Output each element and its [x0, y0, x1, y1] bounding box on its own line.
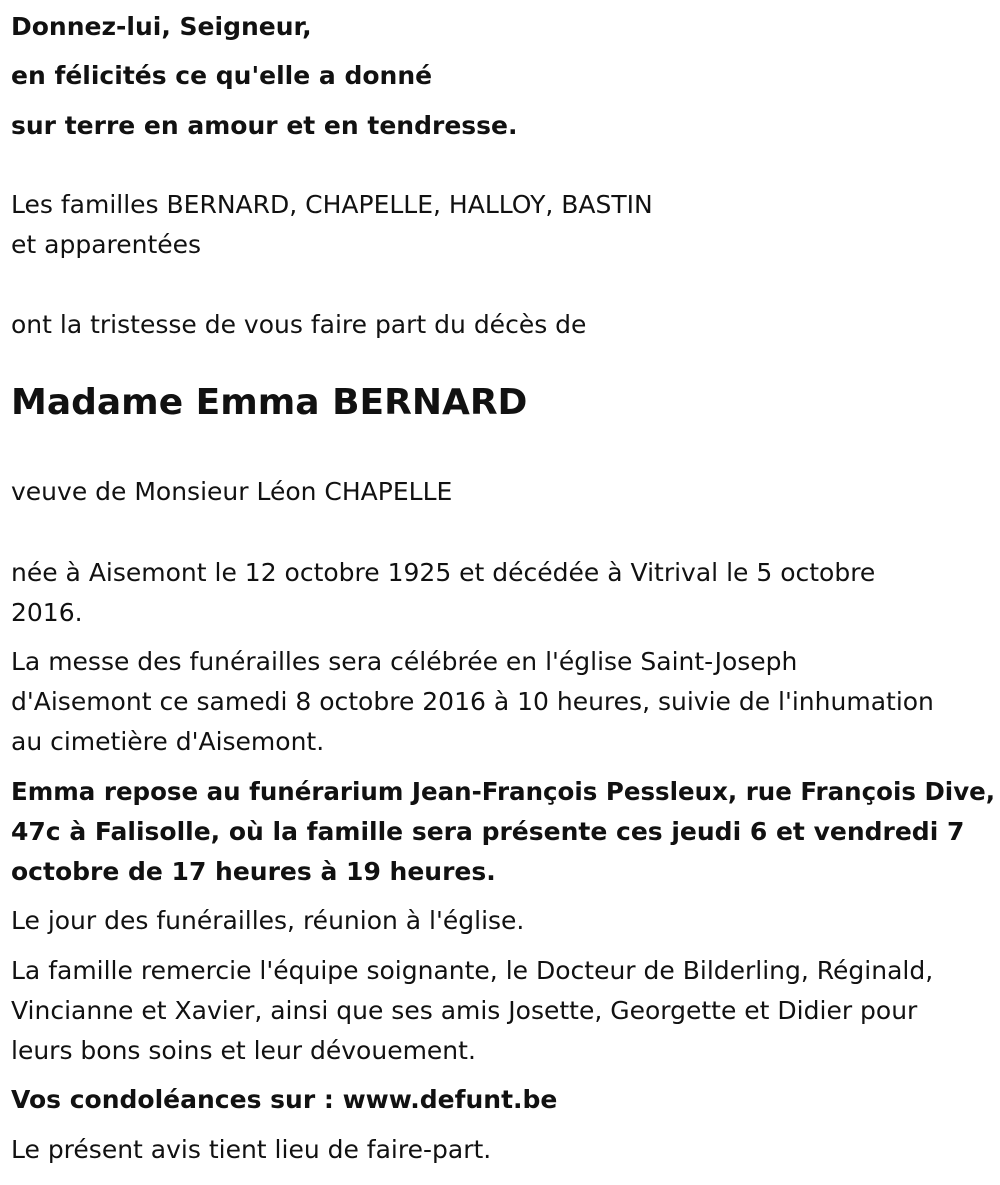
announcement-text: ont la tristesse de vous faire part du décès de — [11, 310, 587, 339]
thanks-line-1: La famille remercie l'équipe soignante, le Docteur de Bilderling, Réginald, — [11, 956, 934, 985]
thanks-line-2: Vincianne et Xavier, ainsi que ses amis Josette, Georgette et Didier pour — [11, 996, 918, 1025]
funerarium-line-1: Emma repose au funérarium Jean-François Pessleux, rue François Dive, — [11, 777, 996, 806]
widow-of-text: veuve de Monsieur Léon CHAPELLE — [11, 477, 453, 506]
families-line-1: Les familles BERNARD, CHAPELLE, HALLOY, BASTIN — [11, 190, 653, 219]
verse-line-3: sur terre en amour et en tendresse. — [11, 111, 518, 140]
families-line-2: et apparentées — [11, 230, 202, 259]
funeral-mass-line-1: La messe des funérailles sera célébrée en l'église Saint-Joseph — [11, 647, 798, 676]
verse-line-2: en félicités ce qu'elle a donné — [11, 61, 433, 90]
funerarium-line-3: octobre de 17 heures à 19 heures. — [11, 857, 496, 886]
funeral-mass-line-2: d'Aisemont ce samedi 8 octobre 2016 à 10 heures, suivie de l'inhumation — [11, 687, 934, 716]
condolences-text: Vos condoléances sur : www.defunt.be — [11, 1085, 558, 1114]
birth-death-line-2: 2016. — [11, 598, 83, 627]
thanks-line-3: leurs bons soins et leur dévouement. — [11, 1036, 476, 1065]
birth-death-line-1: née à Aisemont le 12 octobre 1925 et décédée à Vitrival le 5 octobre — [11, 558, 876, 587]
funerarium-line-2: 47c à Falisolle, où la famille sera présente ces jeudi 6 et vendredi 7 — [11, 817, 965, 846]
notice-text: Le présent avis tient lieu de faire-part. — [11, 1135, 492, 1164]
funeral-mass-line-3: au cimetière d'Aisemont. — [11, 727, 325, 756]
verse-line-1: Donnez-lui, Seigneur, — [11, 12, 312, 41]
deceased-name: Madame Emma BERNARD — [11, 382, 528, 423]
meeting-text: Le jour des funérailles, réunion à l'église. — [11, 906, 525, 935]
